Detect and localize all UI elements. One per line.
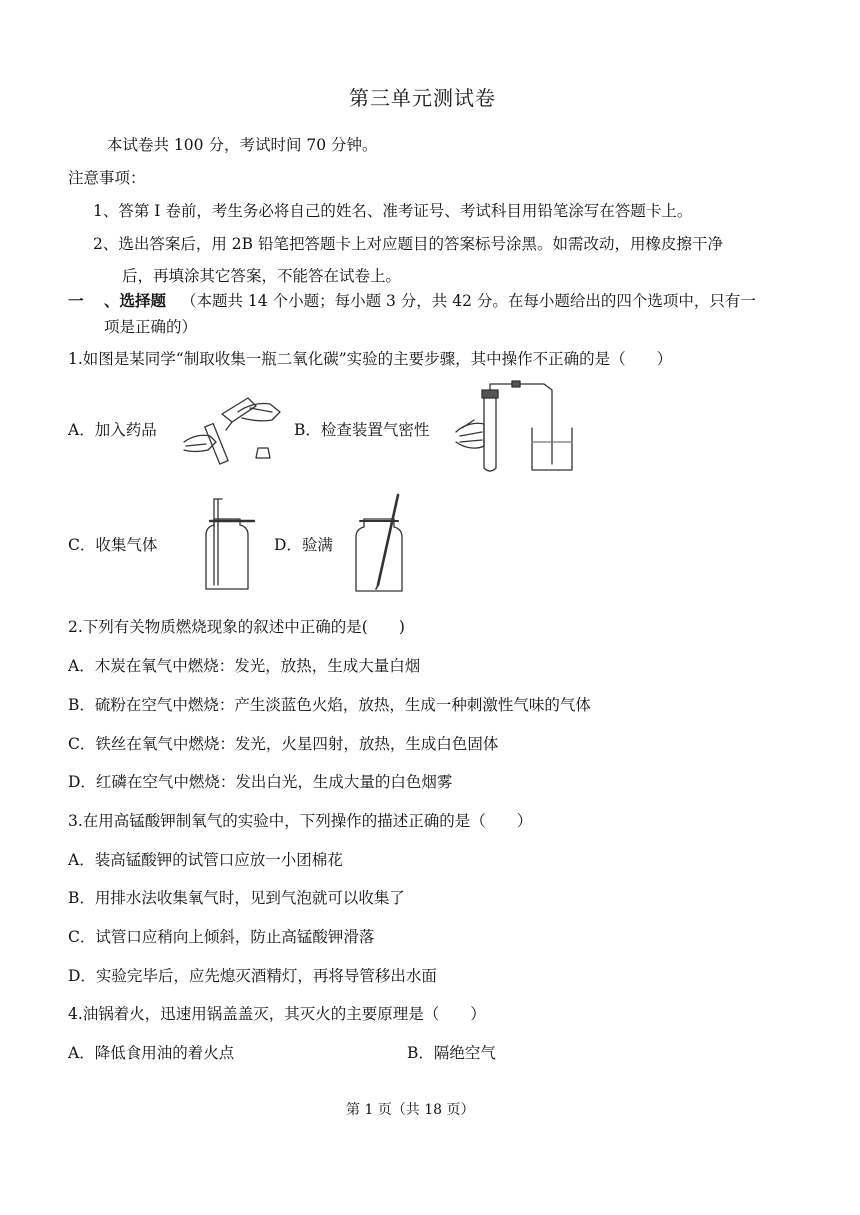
question-4-option-a: A．降低食用油的着火点 — [68, 1044, 235, 1062]
question-4-stem: 4.油锅着火，迅速用锅盖盖灭，其灭火的主要原理是（ ） — [68, 1005, 486, 1023]
question-1-stem: 1.如图是某同学“制取收集一瓶二氧化碳”实验的主要步骤，其中操作不正确的是（ ） — [68, 350, 673, 368]
notes-item-2-line-2: 后，再填涂其它答案，不能答在试卷上。 — [122, 267, 402, 285]
question-1-option-d: D．验满 — [274, 536, 333, 554]
question-3-option-a: A．装高锰酸钾的试管口应放一小团棉花 — [68, 851, 343, 869]
section-description-line-1: （本题共 14 个小题；每小题 3 分，共 42 分。在每小题给出的四个选项中，只有一 — [181, 292, 756, 310]
airtightness-check-icon — [454, 380, 580, 476]
question-3-option-b: B．用排水法收集氧气时，见到气泡就可以收集了 — [68, 889, 405, 907]
notes-item-1: 1、答第 I 卷前，考生务必将自己的姓名、准考证号、考试科目用铅笔涂写在答题卡上。 — [93, 202, 693, 220]
notes-heading: 注意事项： — [68, 169, 146, 187]
question-2-stem: 2.下列有关物质燃烧现象的叙述中正确的是( ) — [68, 618, 405, 636]
question-3-option-c: C．试管口应稍向上倾斜，防止高锰酸钾滑落 — [68, 928, 375, 946]
exam-intro: 本试卷共 100 分，考试时间 70 分钟。 — [107, 136, 378, 154]
question-2-option-b: B．硫粉在空气中燃烧：产生淡蓝色火焰，放热，生成一种刺激性气味的气体 — [68, 696, 591, 714]
question-4-option-b: B．隔绝空气 — [407, 1044, 496, 1062]
section-number: 一 — [68, 291, 84, 310]
section-title: 、选择题 — [104, 291, 167, 310]
question-2-option-c: C．铁丝在氧气中燃烧：发光，火星四射，放热，生成白色固体 — [68, 735, 499, 753]
question-3-stem: 3.在用高锰酸钾制氧气的实验中，下列操作的描述正确的是（ ） — [68, 812, 533, 830]
question-2-option-d: D．红磷在空气中燃烧：发出白光，生成大量的白色烟雾 — [68, 773, 453, 791]
question-3-option-d: D．实验完毕后，应先熄灭酒精灯，再将导管移出水面 — [68, 967, 437, 985]
question-1-option-c: C．收集气体 — [68, 536, 158, 554]
question-1-option-b: B．检查装置气密性 — [294, 421, 430, 439]
gas-collection-icon — [196, 495, 260, 591]
section-description-line-2: 项是正确的） — [104, 318, 198, 336]
page-footer: 第 1 页（共 18 页） — [346, 1102, 475, 1118]
add-reagent-icon — [176, 392, 292, 468]
question-2-option-a: A．木炭在氧气中燃烧：发光，放热，生成大量白烟 — [68, 657, 421, 675]
question-1-option-a: A．加入药品 — [68, 421, 157, 439]
page-title: 第三单元测试卷 — [349, 86, 496, 110]
full-check-icon — [348, 491, 412, 593]
notes-item-2-line-1: 2、选出答案后，用 2B 铅笔把答题卡上对应题目的答案标号涂黑。如需改动，用橡皮擦干净 — [93, 235, 723, 253]
